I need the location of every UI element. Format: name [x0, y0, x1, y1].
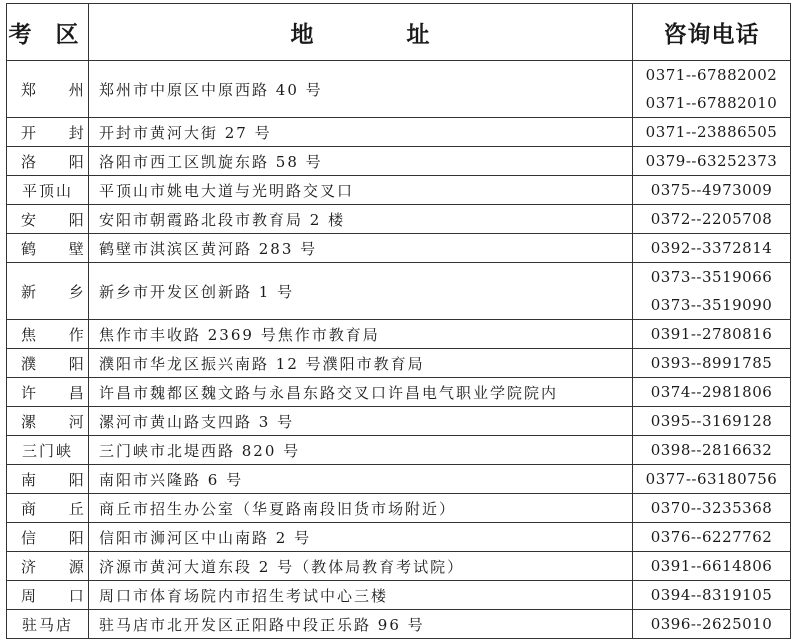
- table-body: [7, 61, 791, 639]
- phone-number: 0391--2780816: [650, 325, 773, 343]
- phone-number: 0372--2205708: [650, 210, 773, 228]
- cell-area: 安 阳: [7, 205, 89, 234]
- cell-area: 濮 阳: [7, 349, 89, 378]
- cell-address: 郑州市中原区中原西路 40 号: [89, 61, 633, 118]
- exam-office-table: [6, 3, 791, 639]
- cell-area: 洛 阳: [7, 147, 89, 176]
- cell-address: 驻马店市北开发区正阳路中段正乐路 96 号: [89, 610, 633, 639]
- cell-address: 鹤壁市淇滨区黄河路 283 号: [89, 234, 633, 263]
- phone-number: 0396--2625010: [650, 615, 773, 633]
- table-row: [7, 320, 791, 349]
- cell-area: 新 乡: [7, 263, 89, 320]
- phone-number: 0371--67882002: [645, 66, 778, 84]
- cell-phone: [633, 263, 791, 320]
- phone-number: 0370--3235368: [650, 499, 773, 517]
- cell-address: 三门峡市北堤西路 820 号: [89, 436, 633, 465]
- cell-phone: [633, 523, 791, 552]
- table-row: [7, 581, 791, 610]
- cell-phone: [633, 205, 791, 234]
- table-row: [7, 610, 791, 639]
- phone-number: 0374--2981806: [650, 383, 773, 401]
- cell-address: 平顶山市姚电大道与光明路交叉口: [89, 176, 633, 205]
- cell-phone: [633, 552, 791, 581]
- cell-address: 许昌市魏都区魏文路与永昌东路交叉口许昌电气职业学院院内: [89, 378, 633, 407]
- cell-area: 三门峡: [7, 436, 89, 465]
- phone-number: 0373--3519066: [650, 268, 773, 286]
- cell-phone: [633, 118, 791, 147]
- cell-address: 开封市黄河大街 27 号: [89, 118, 633, 147]
- cell-phone: [633, 147, 791, 176]
- cell-area: 南 阳: [7, 465, 89, 494]
- phone-number: 0376--6227762: [650, 528, 773, 546]
- cell-area: 鹤 壁: [7, 234, 89, 263]
- phone-number: 0371--67882010: [645, 94, 778, 112]
- cell-area: 平顶山: [7, 176, 89, 205]
- phone-number: 0395--3169128: [650, 412, 773, 430]
- table-row: [7, 118, 791, 147]
- cell-phone: [633, 320, 791, 349]
- cell-phone: [633, 407, 791, 436]
- table-row: [7, 552, 791, 581]
- phone-number: 0392--3372814: [650, 239, 773, 257]
- cell-area: 商 丘: [7, 494, 89, 523]
- table-row: [7, 176, 791, 205]
- cell-phone: [633, 61, 791, 118]
- cell-address: 洛阳市西工区凯旋东路 58 号: [89, 147, 633, 176]
- phone-number: 0379--63252373: [645, 152, 778, 170]
- phone-number: 0394--8319105: [650, 586, 773, 604]
- cell-phone: [633, 234, 791, 263]
- cell-address: 商丘市招生办公室（华夏路南段旧货市场附近）: [89, 494, 633, 523]
- cell-address: 濮阳市华龙区振兴南路 12 号濮阳市教育局: [89, 349, 633, 378]
- cell-area: 焦 作: [7, 320, 89, 349]
- table-row: [7, 523, 791, 552]
- cell-address: 济源市黄河大道东段 2 号（教体局教育考试院）: [89, 552, 633, 581]
- table-row: [7, 465, 791, 494]
- cell-address: 新乡市开发区创新路 1 号: [89, 263, 633, 320]
- table-row: [7, 263, 791, 320]
- cell-phone: [633, 465, 791, 494]
- phone-number: 0377--63180756: [645, 470, 778, 488]
- cell-area: 信 阳: [7, 523, 89, 552]
- header-phone: 咨询电话: [633, 4, 791, 61]
- table-row: [7, 234, 791, 263]
- phone-number: 0391--6614806: [650, 557, 773, 575]
- cell-phone: [633, 436, 791, 465]
- cell-phone: [633, 176, 791, 205]
- phone-number: 0375--4973009: [650, 181, 773, 199]
- cell-area: 开 封: [7, 118, 89, 147]
- cell-address: 安阳市朝霞路北段市教育局 2 楼: [89, 205, 633, 234]
- header-address-left: 地: [290, 20, 315, 48]
- header-area: 考 区: [7, 4, 89, 61]
- phone-number: 0398--2816632: [650, 441, 773, 459]
- header-row: [7, 4, 791, 61]
- header-address-right: 址: [406, 20, 431, 48]
- cell-address: 南阳市兴隆路 6 号: [89, 465, 633, 494]
- cell-area: 郑 州: [7, 61, 89, 118]
- cell-address: 焦作市丰收路 2369 号焦作市教育局: [89, 320, 633, 349]
- cell-phone: [633, 581, 791, 610]
- cell-address: 漯河市黄山路支四路 3 号: [89, 407, 633, 436]
- table-row: [7, 436, 791, 465]
- cell-area: 济 源: [7, 552, 89, 581]
- table-row: [7, 494, 791, 523]
- cell-area: 驻马店: [7, 610, 89, 639]
- table-row: [7, 349, 791, 378]
- cell-phone: [633, 610, 791, 639]
- cell-phone: [633, 494, 791, 523]
- cell-phone: [633, 378, 791, 407]
- table-row: [7, 147, 791, 176]
- cell-address: 信阳市浉河区中山南路 2 号: [89, 523, 633, 552]
- phone-number: 0373--3519090: [650, 296, 773, 314]
- table-row: [7, 61, 791, 118]
- cell-phone: [633, 349, 791, 378]
- cell-area: 漯 河: [7, 407, 89, 436]
- cell-area: 周 口: [7, 581, 89, 610]
- cell-address: 周口市体育场院内市招生考试中心三楼: [89, 581, 633, 610]
- phone-number: 0371--23886505: [645, 123, 778, 141]
- header-address: [89, 4, 633, 61]
- phone-number: 0393--8991785: [650, 354, 773, 372]
- table-row: [7, 205, 791, 234]
- cell-area: 许 昌: [7, 378, 89, 407]
- table-row: [7, 378, 791, 407]
- table-row: [7, 407, 791, 436]
